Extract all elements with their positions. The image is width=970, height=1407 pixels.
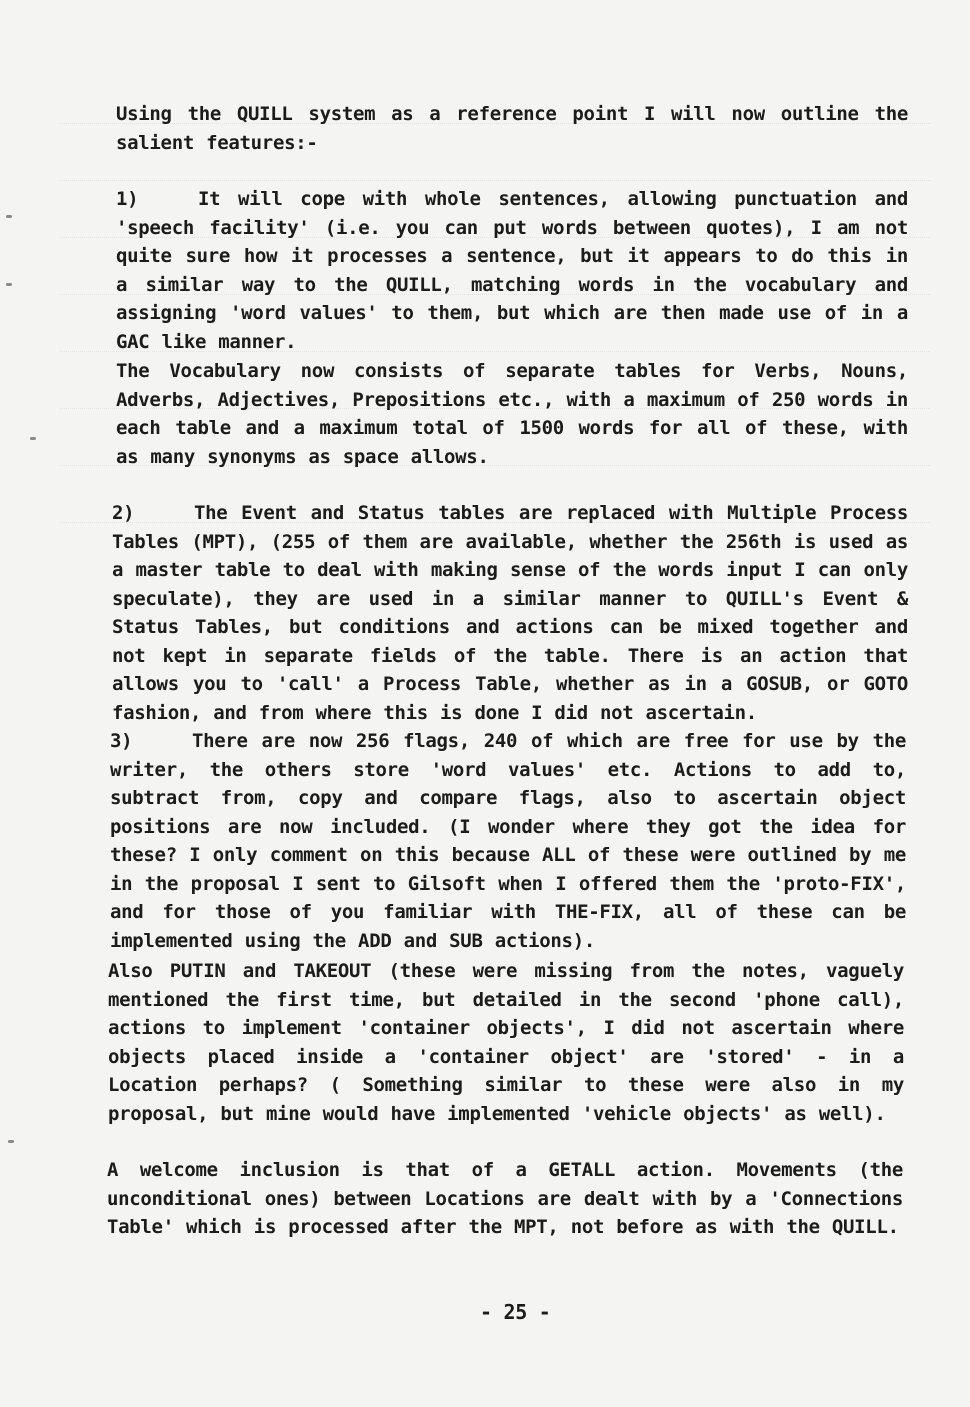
binding-mark bbox=[30, 437, 36, 440]
page-number: - 25 - bbox=[480, 1300, 551, 1324]
vocabulary-paragraph: The Vocabulary now consists of separate tables for Verbs, Nouns, Adverbs, Adjectives, Prepositions etc., with a maximum of 250 words in each table and a maximum total of 1500 words for all of these, with as many synonyms as space allows. bbox=[116, 360, 908, 468]
point-3-number: 3) bbox=[110, 730, 133, 752]
point-1-number: 1) bbox=[116, 188, 139, 210]
binding-mark bbox=[6, 215, 12, 218]
binding-mark bbox=[8, 1140, 14, 1143]
point-3-paragraph bbox=[110, 727, 906, 955]
point-1-text: It will cope with whole sentences, allowing punctuation and 'speech facility' (i.e. you can put words between quotes), I am not quite sure how it processes a sentence, but it appears to do this in a similar way to the QUILL, matching words in the vocabulary and assigning 'word values' to them, but which are then made use of in a GAC like manner. bbox=[116, 188, 908, 353]
point-2-text: The Event and Status tables are replaced with Multiple Process Tables (MPT), (255 of them are available, whether the 256th is used as a master table to deal with making sense of the words input I can only speculate), they are used in a similar manner to QUILL's Event & Status Tables, but conditions and actions can be mixed together and not kept in separate fields of the table. There is an action that allows you to 'call' a Process Table, whether as in a GOSUB, or GOTO fashion, and from where this is done I did not ascertain. bbox=[112, 502, 908, 724]
binding-mark bbox=[6, 283, 12, 286]
putin-takeout-paragraph: Also PUTIN and TAKEOUT (these were missing from the notes, vaguely mentioned the first time, but detailed in the second 'phone call), actions to implement 'container objects', I did not ascertain where objects placed inside a 'container object' are 'stored' - in a Location perhaps? ( Something similar to these were also in my proposal, but mine would have implemented 'vehicle objects' as well). bbox=[108, 960, 904, 1125]
point-1-paragraph bbox=[116, 185, 908, 356]
getall-paragraph: A welcome inclusion is that of a GETALL action. Movements (the unconditional ones) between Locations are dealt with by a 'Connections Table' which is processed after the MPT, not before as with the QUILL. bbox=[107, 1159, 903, 1238]
intro-paragraph: Using the QUILL system as a reference point I will now outline the salient features:- bbox=[116, 103, 908, 154]
point-3-text: There are now 256 flags, 240 of which are free for use by the writer, the others store 'word values' etc. Actions to add to, subtract from, copy and compare flags, also to ascertain object positions are now included. (I wonder where they got the idea for these? I only comment on this because ALL of these were outlined by me in the proposal I sent to Gilsoft when I offered them the 'proto-FIX', and for those of you familiar with THE-FIX, all of these can be implemented using the ADD and SUB actions). bbox=[110, 730, 906, 952]
point-2-paragraph bbox=[112, 499, 908, 727]
point-2-number: 2) bbox=[112, 502, 135, 524]
